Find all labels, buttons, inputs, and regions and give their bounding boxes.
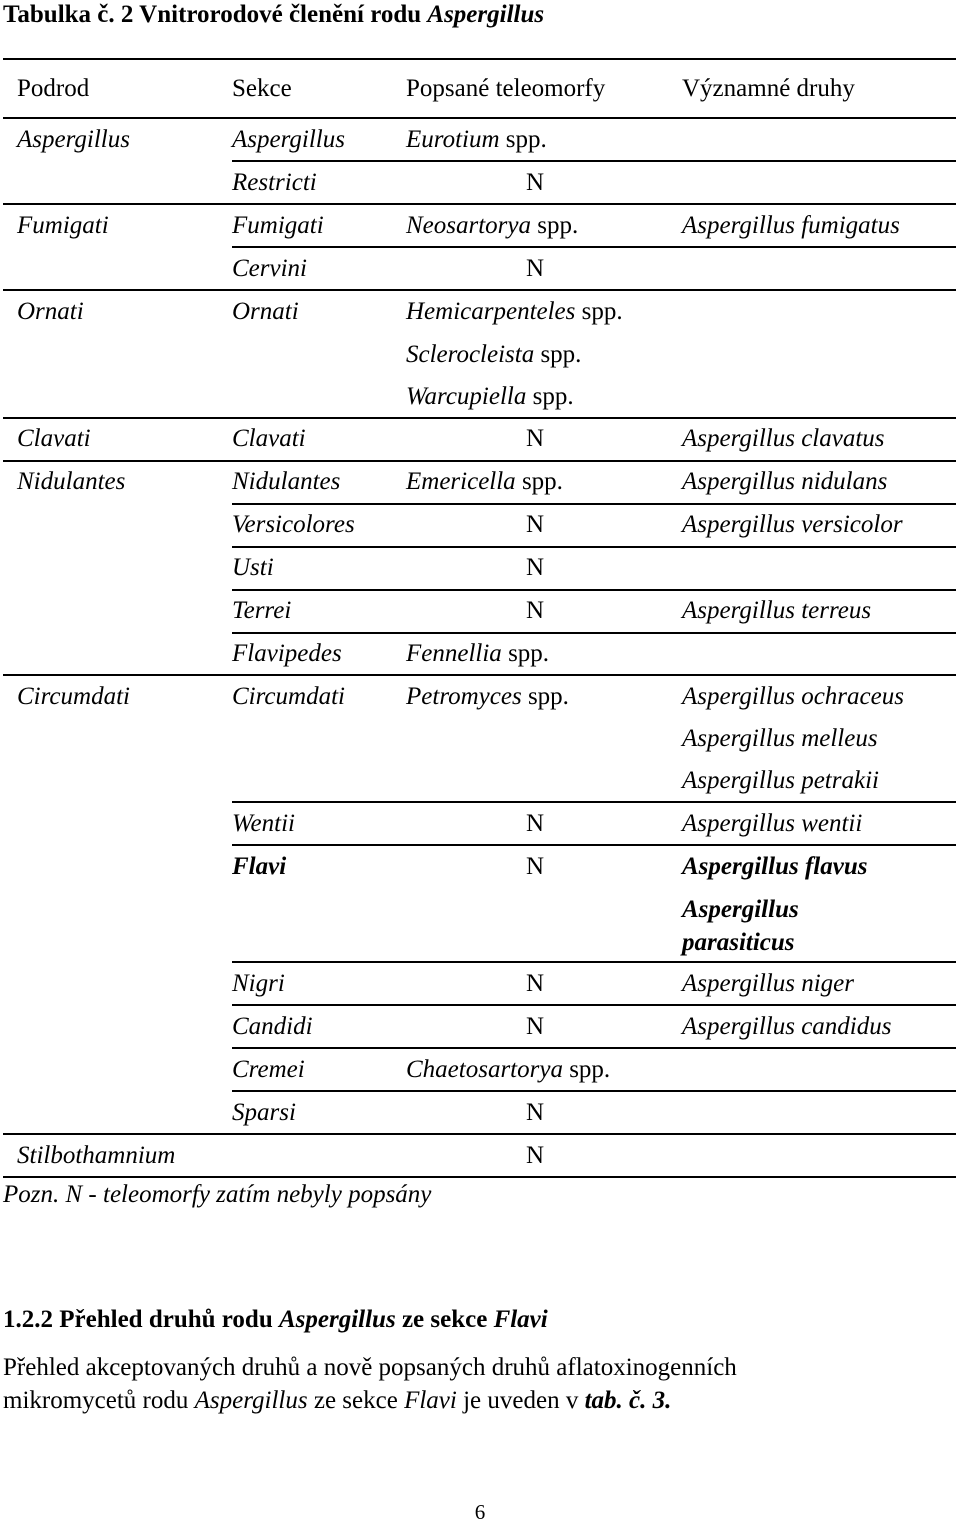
- paragraph-text: mikromycetů rodu: [3, 1387, 195, 1414]
- column-header: Popsané teleomorfy: [406, 75, 606, 102]
- teleomorf-spp: spp.: [531, 212, 579, 239]
- cell-druh: Aspergillus: [682, 896, 799, 923]
- row-rule: [3, 1133, 956, 1135]
- cell-sekce: Flavipedes: [232, 640, 342, 667]
- cell-sekce: Flavi: [232, 853, 287, 880]
- row-rule: [3, 289, 956, 291]
- row-rule: [232, 801, 956, 803]
- cell-druh: Aspergillus versicolor: [682, 511, 903, 538]
- intro-paragraph: [3, 1351, 737, 1417]
- row-rule: [232, 961, 956, 963]
- cell-podrod: Ornati: [17, 298, 84, 325]
- cell-teleomorf-none: N: [526, 1142, 545, 1169]
- cell-podrod: Circumdati: [17, 683, 130, 710]
- cell-teleomorf-none: N: [526, 169, 545, 196]
- cell-druh: Aspergillus nidulans: [682, 468, 888, 495]
- cell-podrod: Stilbothamnium: [17, 1142, 176, 1169]
- cell-druh: Aspergillus petrakii: [682, 767, 879, 794]
- cell-teleomorf: Hemicarpenteles spp.: [406, 298, 623, 325]
- teleomorf-spp: spp.: [515, 468, 563, 495]
- cell-sekce: Nidulantes: [232, 468, 341, 495]
- cell-sekce: Wentii: [232, 810, 295, 837]
- cell-sekce: Terrei: [232, 597, 292, 624]
- row-rule: [232, 546, 956, 548]
- cell-druh: Aspergillus clavatus: [682, 425, 885, 452]
- paragraph-genus: Aspergillus: [194, 1387, 308, 1414]
- cell-sekce: Cremei: [232, 1056, 305, 1083]
- row-rule: [3, 674, 956, 676]
- cell-teleomorf-none: N: [526, 1099, 545, 1126]
- cell-teleomorf: Petromyces spp.: [406, 683, 569, 710]
- cell-sekce: Ornati: [232, 298, 299, 325]
- cell-sekce: Clavati: [232, 425, 306, 452]
- row-rule: [232, 589, 956, 591]
- section-title-section: Flavi: [493, 1306, 548, 1333]
- cell-teleomorf: Warcupiella spp.: [406, 383, 574, 410]
- cell-sekce: Nigri: [232, 970, 285, 997]
- cell-teleomorf: Chaetosartorya spp.: [406, 1056, 611, 1083]
- cell-podrod: Nidulantes: [17, 468, 126, 495]
- row-rule: [232, 1047, 956, 1049]
- cell-druh: Aspergillus wentii: [682, 810, 863, 837]
- table-note: Pozn. N - teleomorfy zatím nebyly popsány: [3, 1181, 432, 1208]
- column-header: Sekce: [232, 75, 292, 102]
- table-caption: [3, 0, 544, 30]
- cell-podrod: Fumigati: [17, 212, 109, 239]
- section-title-genus: Aspergillus: [278, 1306, 396, 1333]
- cell-sekce: Cervini: [232, 255, 307, 282]
- caption-prefix: Tabulka č. 2 Vnitrorodové členění rodu: [3, 1, 428, 28]
- cell-teleomorf-none: N: [526, 554, 545, 581]
- row-rule: [3, 203, 956, 205]
- cell-podrod: Clavati: [17, 425, 91, 452]
- row-rule: [3, 417, 956, 419]
- cell-sekce: Restricti: [232, 169, 317, 196]
- cell-sekce: Aspergillus: [232, 126, 345, 153]
- cell-podrod: Aspergillus: [17, 126, 130, 153]
- header-rule: [3, 117, 956, 119]
- cell-druh: Aspergillus fumigatus: [682, 212, 900, 239]
- cell-druh: Aspergillus melleus: [682, 725, 878, 752]
- row-rule: [232, 1090, 956, 1092]
- cell-teleomorf-none: N: [526, 425, 545, 452]
- cell-sekce: Circumdati: [232, 683, 345, 710]
- cell-sekce: Usti: [232, 554, 274, 581]
- cell-teleomorf-none: N: [526, 853, 545, 880]
- cell-teleomorf-none: N: [526, 970, 545, 997]
- row-rule: [232, 844, 956, 846]
- cell-teleomorf-none: N: [526, 1013, 545, 1040]
- cell-teleomorf: Fennellia spp.: [406, 640, 550, 667]
- paragraph-text: je uveden v: [456, 1387, 585, 1414]
- row-rule: [232, 632, 956, 634]
- section-title-b: ze sekce: [395, 1306, 494, 1333]
- cell-sekce: Sparsi: [232, 1099, 296, 1126]
- teleomorf-spp: spp.: [499, 126, 547, 153]
- paragraph-line-2: [3, 1384, 737, 1417]
- section-heading: [3, 1305, 548, 1335]
- teleomorf-spp: spp.: [575, 298, 623, 325]
- teleomorf-spp: spp.: [526, 383, 574, 410]
- paragraph-section: Flavi: [404, 1387, 457, 1414]
- row-rule: [232, 1004, 956, 1006]
- section-title-a: Přehled druhů rodu: [59, 1306, 279, 1333]
- paragraph-line-1: Přehled akceptovaných druhů a nově popsaných druhů aflatoxinogenních: [3, 1354, 737, 1381]
- row-rule: [3, 460, 956, 462]
- cell-teleomorf: Sclerocleista spp.: [406, 341, 582, 368]
- row-rule: [232, 503, 956, 505]
- cell-teleomorf: Eurotium spp.: [406, 126, 547, 153]
- teleomorf-spp: spp.: [534, 341, 582, 368]
- caption-genus: Aspergillus: [427, 1, 545, 28]
- cell-teleomorf: Emericella spp.: [406, 468, 563, 495]
- cell-teleomorf-none: N: [526, 810, 545, 837]
- paragraph-text: ze sekce: [307, 1387, 405, 1414]
- section-number: 1.2.2: [3, 1306, 60, 1333]
- cell-druh: parasiticus: [682, 929, 795, 956]
- cell-druh: Aspergillus ochraceus: [682, 683, 904, 710]
- cell-teleomorf-none: N: [526, 511, 545, 538]
- table-reference-link[interactable]: tab. č. 3.: [584, 1387, 672, 1414]
- cell-druh: Aspergillus flavus: [682, 853, 868, 880]
- row-rule: [3, 1176, 956, 1178]
- cell-druh: Aspergillus terreus: [682, 597, 872, 624]
- row-rule: [232, 160, 956, 162]
- cell-sekce: Fumigati: [232, 212, 324, 239]
- cell-sekce: Candidi: [232, 1013, 313, 1040]
- column-header: Podrod: [17, 75, 90, 102]
- cell-teleomorf: Neosartorya spp.: [406, 212, 579, 239]
- cell-druh: Aspergillus niger: [682, 970, 854, 997]
- teleomorf-spp: spp.: [501, 640, 550, 667]
- cell-sekce: Versicolores: [232, 511, 355, 538]
- page-number: 6: [474, 1500, 486, 1524]
- cell-teleomorf-none: N: [526, 255, 545, 282]
- teleomorf-spp: spp.: [521, 683, 569, 710]
- cell-druh: Aspergillus candidus: [682, 1013, 892, 1040]
- row-rule: [232, 246, 956, 248]
- cell-teleomorf-none: N: [526, 597, 545, 624]
- column-header: Významné druhy: [682, 75, 855, 102]
- teleomorf-spp: spp.: [562, 1056, 611, 1083]
- table-top-rule: [3, 58, 956, 60]
